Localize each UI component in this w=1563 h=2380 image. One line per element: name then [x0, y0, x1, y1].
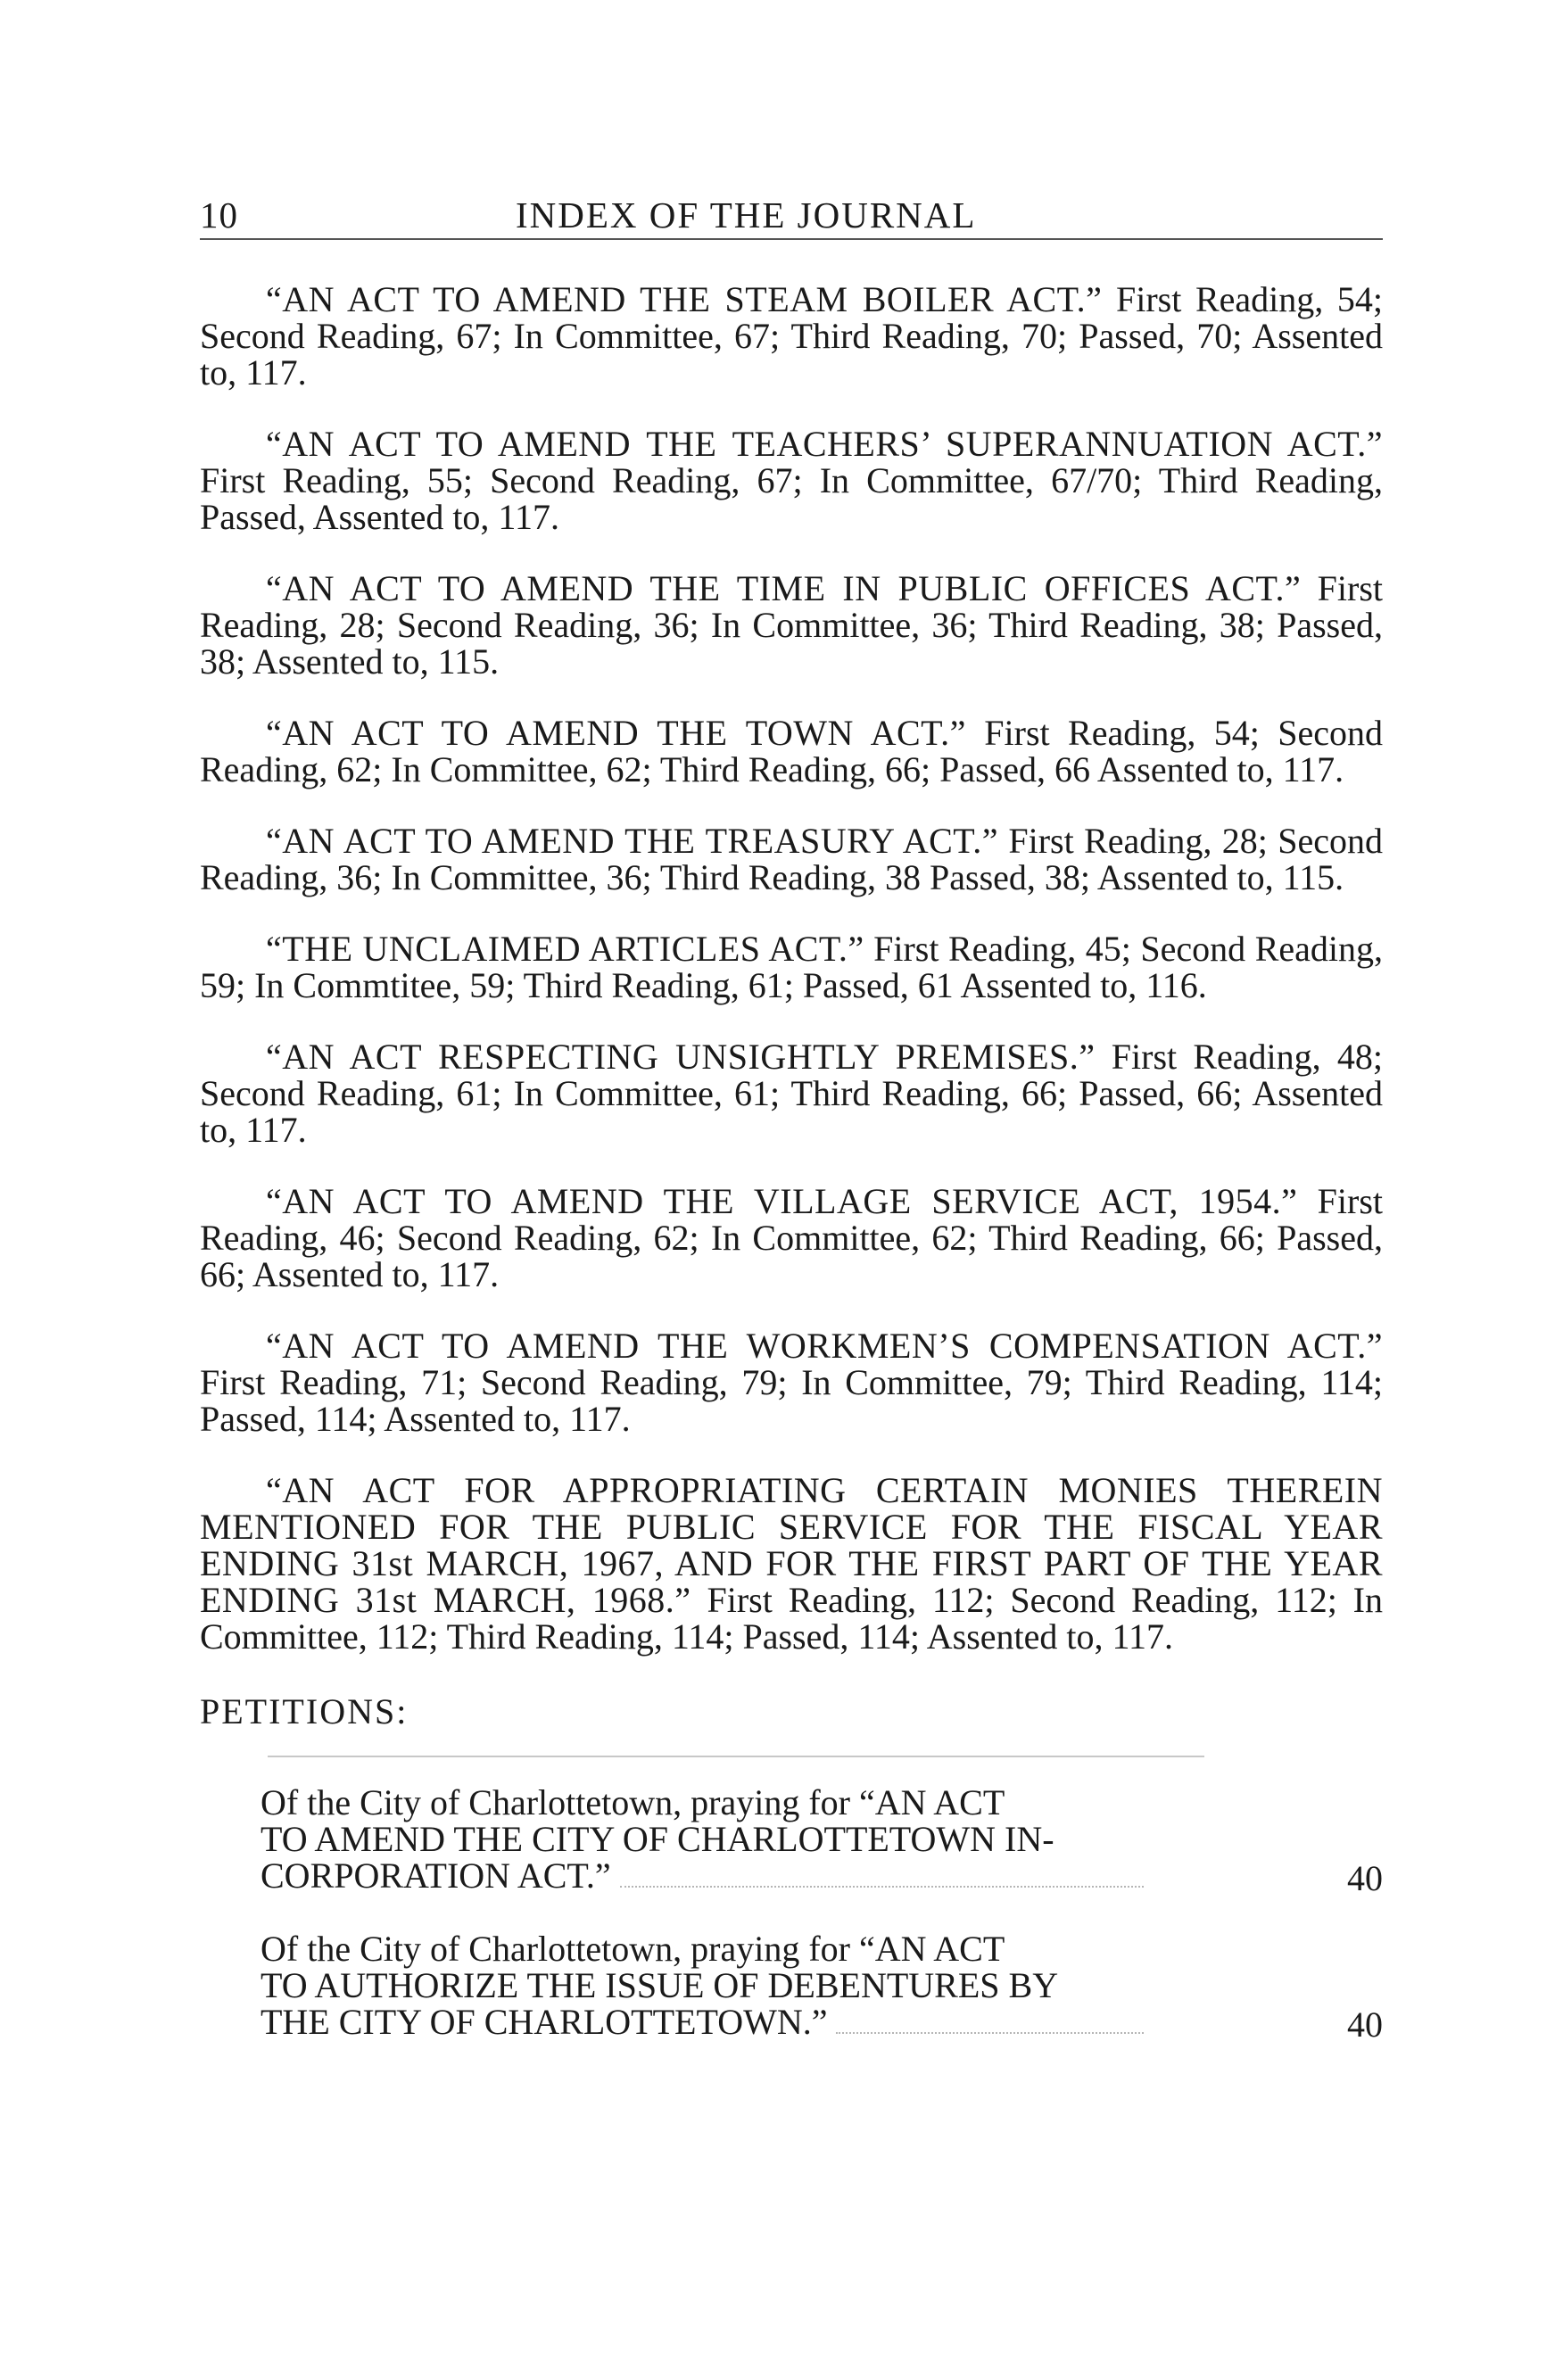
act-readings: First Reading, 55; Second Reading, 67; In Committee, 67/70; Third Reading, Passed, Assented to, 117. — [200, 460, 1383, 537]
act-entry — [200, 1472, 1383, 1655]
act-readings: First Reading, 28; Second Reading, 36; In Committee, 36; Third Reading, 38; Passed, 38; Assented to, 115. — [200, 568, 1383, 682]
journal-page — [200, 183, 1383, 2077]
petition-line: Of the City of Charlottetown, praying for “AN ACT — [260, 1782, 1005, 1822]
act-entries — [200, 281, 1383, 1655]
petition-entry — [200, 1784, 1383, 1897]
act-readings: First Reading, 45; Second Reading, 59; In Commtitee, 59; Third Reading, 61; Passed, 61 Assented to, 116. — [200, 929, 1383, 1005]
petition-line: CORPORATION ACT.” — [260, 1855, 611, 1896]
act-readings: First Reading, 46; Second Reading, 62; In Committee, 62; Third Reading, 66; Passed, 66; Assented to, 117. — [200, 1181, 1383, 1294]
petition-last-line — [260, 1857, 1153, 1897]
act-readings: First Reading, 71; Second Reading, 79; In Committee, 79; Third Reading, 114; Passed, 114; Assented to, 117. — [200, 1362, 1383, 1439]
act-title: “AN ACT TO AMEND THE TOWN ACT.” — [266, 713, 966, 753]
dot-leader — [836, 2032, 1144, 2034]
petition-line: TO AMEND THE CITY OF CHARLOTTETOWN IN- — [260, 1819, 1054, 1859]
dot-leader — [620, 1886, 1144, 1888]
act-title: “THE UNCLAIMED ARTICLES ACT.” — [266, 929, 864, 969]
act-readings: First Reading, 112; Second Reading, 112; In Committee, 112; Third Reading, 114; Passed, 114; Assented to, 117. — [200, 1580, 1384, 1657]
petition-page-number: 40 — [1347, 2004, 1383, 2045]
petition-line: TO AUTHORIZE THE ISSUE OF DEBENTURES BY — [260, 1965, 1059, 2005]
page-header — [200, 183, 1383, 238]
petition-last-line — [260, 2004, 1153, 2043]
petition-entry — [200, 1930, 1383, 2043]
act-entry — [200, 715, 1383, 788]
running-title: INDEX OF THE JOURNAL — [516, 194, 977, 236]
act-readings: First Reading, 48; Second Reading, 61; In Committee, 61; Third Reading, 66; Passed, 66; Assented to, 117. — [200, 1037, 1383, 1150]
act-title: “AN ACT TO AMEND THE VILLAGE SERVICE ACT, 1954.” — [266, 1181, 1298, 1221]
act-entry — [200, 822, 1383, 896]
act-entry — [200, 1327, 1383, 1437]
act-title: “AN ACT TO AMEND THE TEACHERS’ SUPERANNUATION ACT.” — [266, 424, 1383, 464]
act-entry — [200, 930, 1383, 1004]
act-title: “AN ACT FOR APPROPRIATING CERTAIN MONIES THEREIN MENTIONED FOR THE PUBLIC SERVICE FOR THE FISCAL YEAR ENDING 31st MARCH, 1967, AND FOR THE FIRST PART OF THE YEAR ENDING 31st MARCH, 1968.” — [200, 1470, 1383, 1620]
act-title: “AN ACT TO AMEND THE TIME IN PUBLIC OFFICES ACT.” — [266, 568, 1302, 608]
act-readings: First Reading, 54; Second Reading, 67; In Committee, 67; Third Reading, 70; Passed, 70; Assented to, 117. — [200, 279, 1383, 393]
act-title: “AN ACT TO AMEND THE WORKMEN’S COMPENSATION ACT.” — [266, 1326, 1383, 1366]
act-entry — [200, 281, 1383, 391]
petitions-heading: PETITIONS: — [200, 1691, 409, 1731]
act-entry — [200, 426, 1383, 535]
act-title: “AN ACT RESPECTING UNSIGHTLY PREMISES.” — [266, 1037, 1096, 1077]
petition-line: THE CITY OF CHARLOTTETOWN.” — [260, 2002, 828, 2042]
act-entry — [200, 1183, 1383, 1293]
act-title: “AN ACT TO AMEND THE TREASURY ACT.” — [266, 821, 998, 861]
petitions-rule — [268, 1756, 1204, 1757]
act-entry — [200, 1038, 1383, 1148]
act-title: “AN ACT TO AMEND THE STEAM BOILER ACT.” — [266, 279, 1103, 319]
petition-line: Of the City of Charlottetown, praying for “AN ACT — [260, 1929, 1005, 1969]
act-readings: First Reading, 54; Second Reading, 62; In Committee, 62; Third Reading, 66; Passed, 66 Assented to, 117. — [200, 713, 1383, 789]
header-rule — [200, 238, 1383, 240]
petition-page-number: 40 — [1347, 1858, 1383, 1898]
act-readings: First Reading, 28; Second Reading, 36; In Committee, 36; Third Reading, 38 Passed, 38; Assented to, 115. — [200, 821, 1383, 897]
act-entry — [200, 570, 1383, 680]
page-number: 10 — [200, 194, 238, 236]
